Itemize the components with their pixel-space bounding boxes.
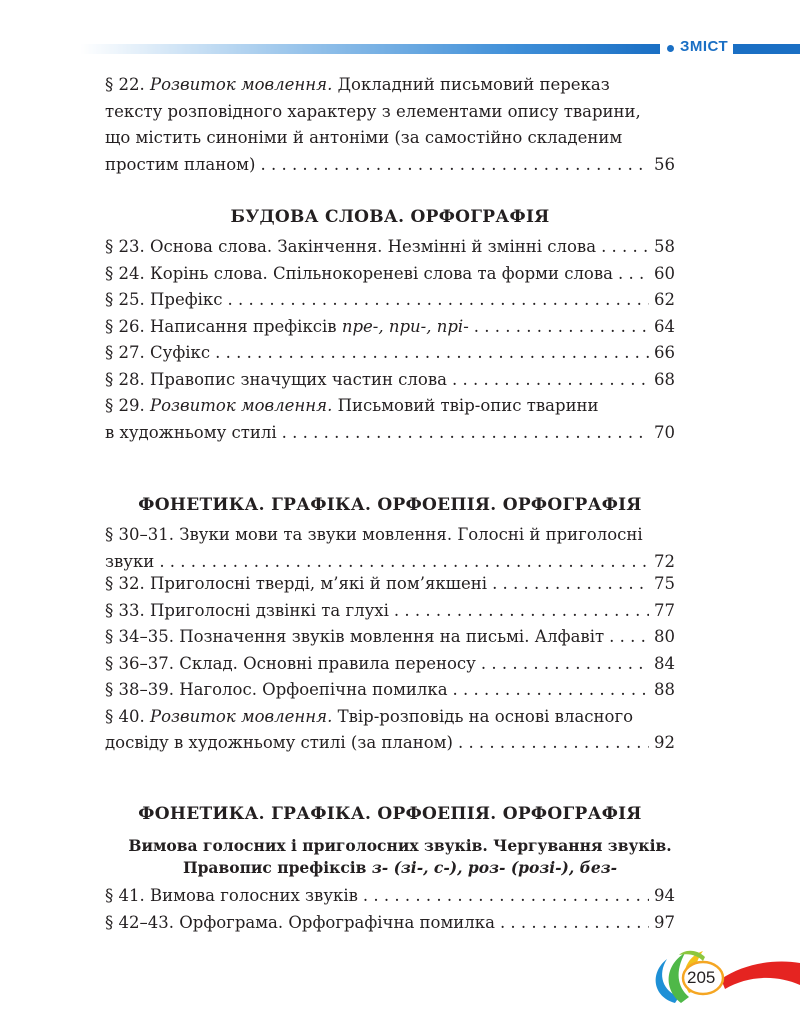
- header-right-bar: [733, 44, 800, 54]
- entry-page: 58: [654, 237, 675, 256]
- entry-page: 92: [654, 733, 675, 752]
- entry-text: досвіду в художньому стилі (за планом): [105, 733, 453, 752]
- entry-text: Правопис значущих частин слова: [150, 369, 447, 389]
- dot-leader: [363, 883, 649, 910]
- entry-italic: Розвиток мовлення.: [150, 396, 333, 415]
- entry-page: 72: [654, 551, 675, 571]
- toc-entry-23[interactable]: [105, 234, 675, 261]
- section-title: ФОНЕТИКА. ГРАФІКА. ОРФОЕПІЯ. ОРФОГРАФІЯ: [138, 495, 642, 515]
- entry-number: § 28.: [105, 369, 145, 389]
- entry-number: § 29.: [105, 396, 145, 415]
- entry-page: 56: [654, 154, 675, 174]
- entry-text: що містить синоніми й антоніми (за самостійно складеним: [105, 128, 623, 147]
- toc-entry-32[interactable]: [105, 571, 675, 598]
- dot-leader: [601, 234, 649, 261]
- entry-text: звуки: [105, 551, 155, 571]
- entry-number: § 27.: [105, 343, 145, 362]
- entry-text: Твір-розповідь на основі власного: [337, 706, 634, 726]
- toc-entry-41[interactable]: [105, 883, 675, 910]
- entry-italic: Розвиток мовлення.: [150, 706, 333, 726]
- toc-entry-27[interactable]: [105, 340, 675, 367]
- entry-number: § 25.: [105, 290, 145, 309]
- toc-entry-26[interactable]: [105, 314, 675, 341]
- entry-text: Склад. Основні правила переносу: [179, 653, 476, 673]
- entry-text: Звуки мови та звуки мовлення. Голосні й приголосні: [179, 525, 643, 544]
- page-number: 205: [687, 968, 716, 987]
- dot-leader: [215, 340, 649, 367]
- entry-text: Суфікс: [150, 343, 211, 362]
- dot-leader: [282, 420, 649, 447]
- dot-leader: [492, 571, 649, 598]
- entry-text: Приголосні тверді, м’які й пом’якшені: [150, 574, 488, 593]
- entry-text: Написання префіксів: [150, 316, 337, 336]
- section-title: БУДОВА СЛОВА. ОРФОГРАФІЯ: [230, 207, 550, 227]
- entry-text: Основа слова. Закінчення. Незмінні й змінні слова: [150, 237, 597, 256]
- entry-text: тексту розповідного характеру з елементами опису тварини,: [105, 101, 641, 121]
- entry-text: Вимова голосних звуків: [150, 886, 358, 905]
- toc-entry-24[interactable]: [105, 261, 675, 288]
- dot-leader: [500, 910, 649, 937]
- entry-number: § 42–43.: [105, 912, 174, 932]
- entry-number: § 38–39.: [105, 680, 174, 699]
- header-title: ЗМІСТ: [680, 38, 729, 55]
- entry-number: § 41.: [105, 886, 145, 905]
- entry-text: Приголосні дзвінкі та глухі: [150, 600, 389, 620]
- entry-number: § 26.: [105, 316, 145, 336]
- entry-page: 84: [654, 653, 675, 673]
- entry-page: 64: [654, 316, 675, 336]
- entry-number: § 33.: [105, 600, 145, 620]
- header-bullet-icon: [667, 45, 674, 52]
- toc-entry-28[interactable]: [105, 367, 675, 394]
- toc-entry-22[interactable]: [105, 72, 675, 178]
- toc-entry-36-37[interactable]: [105, 651, 675, 678]
- dot-leader: [481, 651, 649, 678]
- entry-number: § 36–37.: [105, 653, 174, 673]
- entry-text: Префікс: [150, 290, 223, 309]
- entry-page: 88: [654, 680, 675, 699]
- entry-text: в художньому стилі: [105, 422, 277, 442]
- entry-number: § 32.: [105, 574, 145, 593]
- entry-text: Орфограма. Орфографічна помилка: [179, 912, 495, 932]
- entry-page: 66: [654, 343, 675, 362]
- toc-entry-29[interactable]: [105, 393, 675, 446]
- entry-page: 80: [654, 627, 675, 646]
- entry-text: простим планом): [105, 154, 256, 174]
- entry-page: 97: [654, 912, 675, 932]
- subtitle-line: Вимова голосних і приголосних звуків. Чергування звуків.: [128, 836, 672, 855]
- section-subtitle: [105, 835, 695, 879]
- entry-page: 94: [654, 886, 675, 905]
- subtitle-italic: з- (зі-, с-), роз- (розі-), без-: [371, 858, 618, 877]
- toc-entry-40[interactable]: [105, 704, 675, 757]
- toc-entry-30-31[interactable]: [105, 522, 675, 575]
- dot-leader: [453, 677, 649, 704]
- entry-text: Докладний письмовий переказ: [337, 75, 610, 94]
- entry-text: Позначення звуків мовлення на письмі. Алфавіт: [179, 627, 605, 646]
- entry-page: 68: [654, 369, 675, 389]
- dot-leader: [260, 152, 649, 179]
- entry-page: 75: [654, 574, 675, 593]
- dot-leader: [458, 730, 649, 757]
- dot-leader: [609, 624, 649, 651]
- entry-page: 60: [654, 263, 675, 283]
- publisher-swirl-logo-icon: [645, 945, 800, 1010]
- entry-number: § 34–35.: [105, 627, 174, 646]
- entry-text: Письмовий твір-опис тварини: [337, 396, 599, 415]
- entry-number: § 40.: [105, 706, 145, 726]
- entry-number: § 22.: [105, 75, 145, 94]
- entry-number: § 24.: [105, 263, 145, 283]
- dot-leader: [394, 598, 649, 625]
- section-title: ФОНЕТИКА. ГРАФІКА. ОРФОЕПІЯ. ОРФОГРАФІЯ: [138, 804, 642, 824]
- entry-italic: Розвиток мовлення.: [150, 75, 333, 94]
- entry-number: § 23.: [105, 237, 145, 256]
- toc-entry-42-43[interactable]: [105, 910, 675, 937]
- entry-italic: пре-, при-, прі-: [341, 316, 469, 336]
- subtitle-text: Правопис префіксів: [182, 858, 367, 877]
- dot-leader: [474, 314, 649, 341]
- entry-text: Наголос. Орфоепічна помилка: [179, 680, 448, 699]
- header-gradient-bar: [80, 44, 660, 54]
- entry-page: 77: [654, 600, 675, 620]
- dot-leader: [452, 367, 649, 394]
- toc-entry-25[interactable]: [105, 287, 675, 314]
- toc-entry-38-39[interactable]: [105, 677, 675, 704]
- entry-text: Корінь слова. Спільнокореневі слова та форми слова: [150, 263, 613, 283]
- entry-number: § 30–31.: [105, 525, 174, 544]
- toc-entry-34-35[interactable]: [105, 624, 675, 651]
- dot-leader: [618, 261, 649, 288]
- dot-leader: [227, 287, 649, 314]
- entry-page: 70: [654, 422, 675, 442]
- subtitle-line: [105, 857, 695, 879]
- toc-entry-33[interactable]: [105, 598, 675, 625]
- entry-page: 62: [654, 290, 675, 309]
